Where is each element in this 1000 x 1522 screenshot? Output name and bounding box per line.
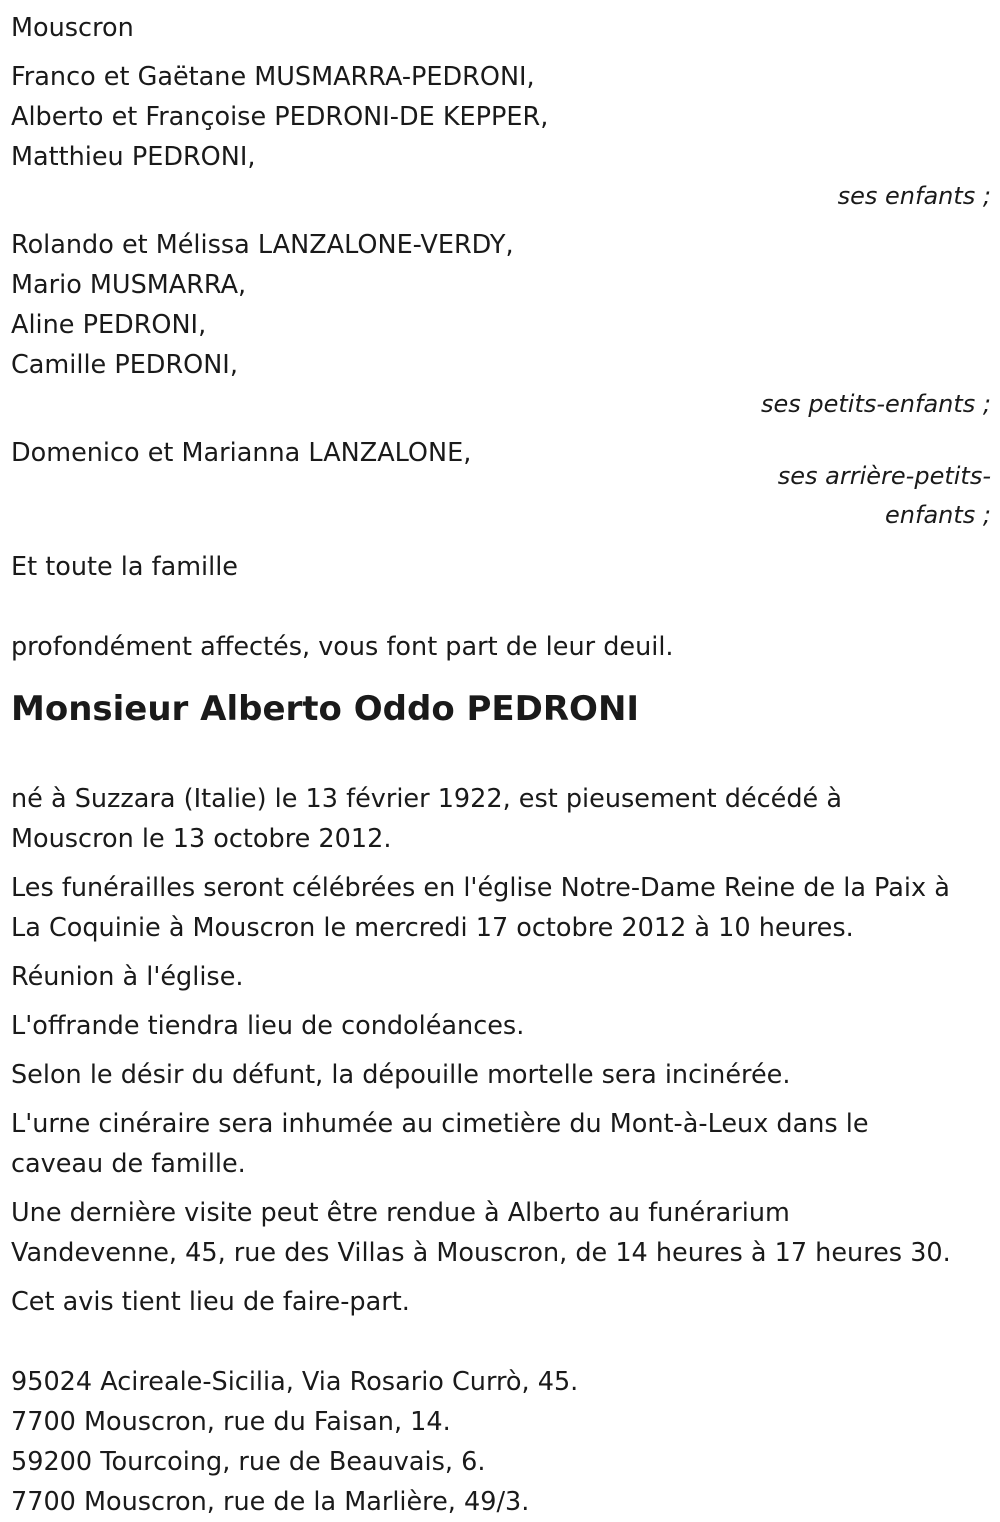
meeting-paragraph: Réunion à l'église. xyxy=(11,962,244,992)
urn-line: L'urne cinéraire sera inhumée au cimetière du Mont-à-Leux dans le xyxy=(11,1109,869,1139)
deceased-name: Monsieur Alberto Oddo PEDRONI xyxy=(11,689,640,729)
great-grandchild-name: Domenico et Marianna LANZALONE, xyxy=(11,438,472,468)
grandchild-name: Camille PEDRONI, xyxy=(11,350,238,380)
birth-paragraph xyxy=(11,779,991,859)
children-block xyxy=(11,57,991,216)
grandchildren-label: ses petits-enfants ; xyxy=(760,390,991,418)
great-grandchildren-label-line2: enfants ; xyxy=(885,501,991,529)
visit-line: Une dernière visite peut être rendue à Alberto au funérarium xyxy=(11,1198,790,1228)
child-name: Franco et Gaëtane MUSMARRA-PEDRONI, xyxy=(11,62,535,92)
city: Mouscron xyxy=(11,13,134,43)
urn-paragraph xyxy=(11,1104,991,1184)
address-line: 95024 Acireale-Sicilia, Via Rosario Currò, 45. xyxy=(11,1367,579,1397)
offering-paragraph: L'offrande tiendra lieu de condoléances. xyxy=(11,1011,525,1041)
child-name: Matthieu PEDRONI, xyxy=(11,142,256,172)
addresses-block xyxy=(11,1362,991,1522)
cremation-paragraph: Selon le désir du défunt, la dépouille mortelle sera incinérée. xyxy=(11,1060,791,1090)
address-line: 7700 Mouscron, rue de la Marlière, 49/3. xyxy=(11,1487,530,1517)
birth-line: Mouscron le 13 octobre 2012. xyxy=(11,824,392,854)
family-line: Et toute la famille xyxy=(11,552,238,582)
grandchildren-block xyxy=(11,225,991,424)
funeral-paragraph xyxy=(11,868,991,948)
great-grandchildren-block xyxy=(11,433,991,535)
visit-line: Vandevenne, 45, rue des Villas à Mouscron, de 14 heures à 17 heures 30. xyxy=(11,1238,951,1268)
funeral-line: La Coquinie à Mouscron le mercredi 17 octobre 2012 à 10 heures. xyxy=(11,913,854,943)
notice-paragraph: Cet avis tient lieu de faire-part. xyxy=(11,1287,410,1317)
funeral-line: Les funérailles seront célébrées en l'église Notre-Dame Reine de la Paix à xyxy=(11,873,950,903)
obituary-notice xyxy=(11,8,991,1522)
urn-line: caveau de famille. xyxy=(11,1149,246,1179)
announcement: profondément affectés, vous font part de leur deuil. xyxy=(11,632,674,662)
grandchild-name: Aline PEDRONI, xyxy=(11,310,207,340)
address-line: 7700 Mouscron, rue du Faisan, 14. xyxy=(11,1407,451,1437)
child-name: Alberto et Françoise PEDRONI-DE KEPPER, xyxy=(11,102,549,132)
address-line: 59200 Tourcoing, rue de Beauvais, 6. xyxy=(11,1447,486,1477)
visit-paragraph xyxy=(11,1193,991,1273)
children-label: ses enfants ; xyxy=(837,182,991,210)
great-grandchildren-label-line1: ses arrière-petits- xyxy=(777,462,991,490)
grandchild-name: Mario MUSMARRA, xyxy=(11,270,247,300)
grandchild-name: Rolando et Mélissa LANZALONE-VERDY, xyxy=(11,230,514,260)
birth-line: né à Suzzara (Italie) le 13 février 1922, est pieusement décédé à xyxy=(11,784,842,814)
